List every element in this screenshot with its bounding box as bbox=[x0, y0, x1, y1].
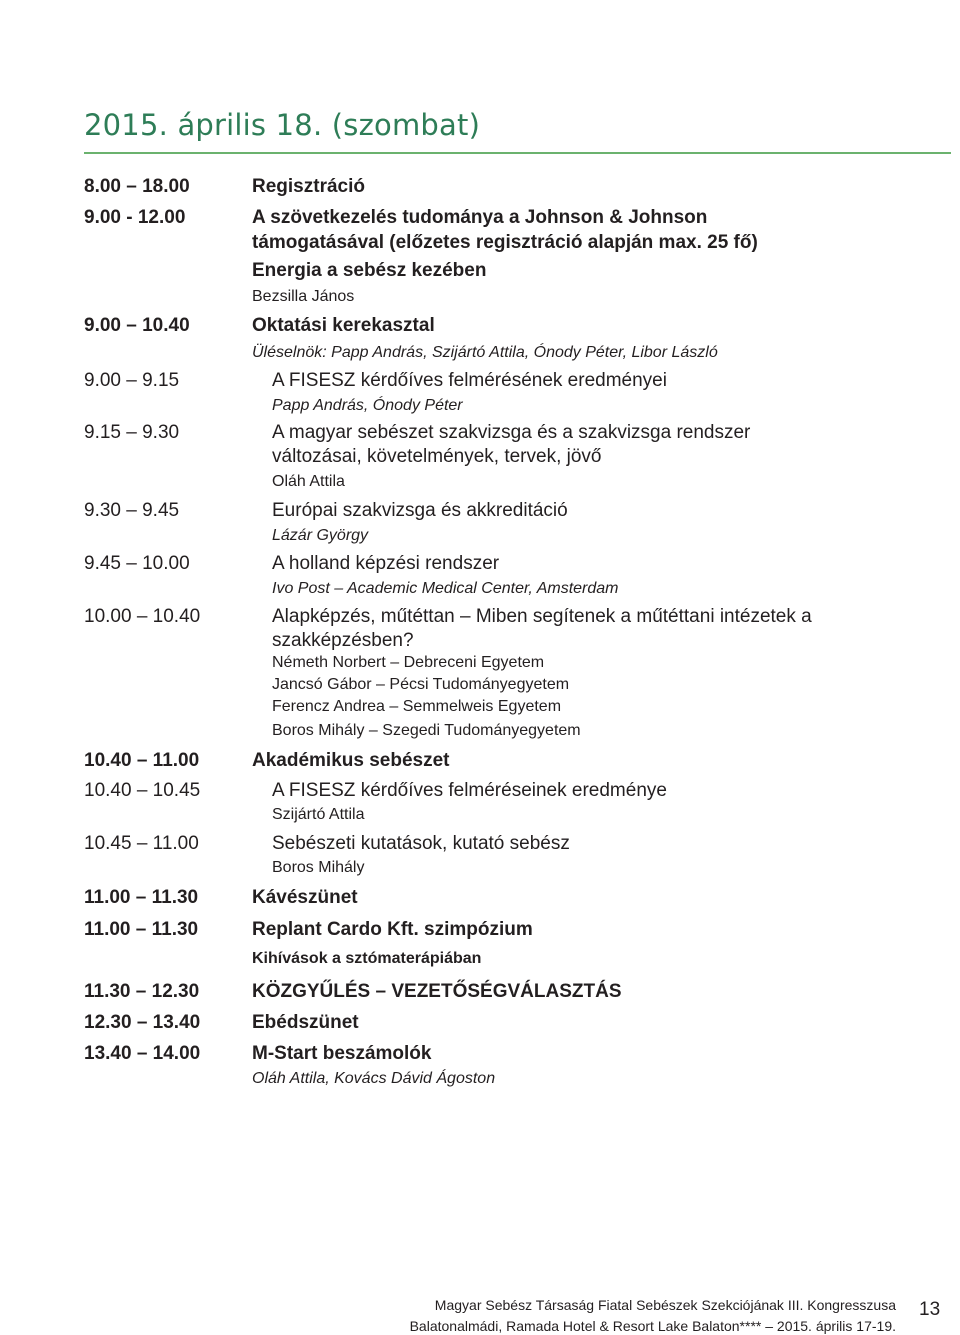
title-johnson-session-line2: támogatásával (előzetes regisztráció alapján max. 25 fő) bbox=[252, 232, 758, 253]
speaker-basic-training-2: Jancsó Gábor – Pécsi Tudományegyetem bbox=[272, 676, 570, 693]
page-title: 2015. április 18. (szombat) bbox=[84, 108, 481, 142]
speaker-fisesz-results: Szijártó Attila bbox=[272, 806, 365, 823]
time-european-exam: 9.30 – 9.45 bbox=[84, 500, 180, 521]
title-mstart: M-Start beszámolók bbox=[252, 1043, 432, 1064]
time-registration: 8.00 – 18.00 bbox=[84, 176, 190, 197]
title-registration: Regisztráció bbox=[252, 176, 365, 197]
speaker-basic-training-1: Németh Norbert – Debreceni Egyetem bbox=[272, 654, 545, 671]
title-lunch: Ebédszünet bbox=[252, 1012, 359, 1033]
title-general-assembly: KÖZGYŰLÉS – VEZETŐSÉGVÁLASZTÁS bbox=[252, 981, 622, 1002]
page-number: 13 bbox=[919, 1299, 941, 1320]
time-general-assembly: 11.30 – 12.30 bbox=[84, 981, 200, 1002]
speaker-energy-talk: Bezsilla János bbox=[252, 288, 355, 305]
title-hungarian-exam-line1: A magyar sebészet szakvizsga és a szakvizsga rendszer bbox=[272, 422, 751, 443]
footer-congress: Magyar Sebész Társaság Fiatal Sebészek Szekciójának III. Kongresszusa bbox=[434, 1297, 896, 1313]
speaker-dutch-training: Ivo Post – Academic Medical Center, Amsterdam bbox=[272, 580, 619, 597]
title-roundtable: Oktatási kerekasztal bbox=[252, 315, 435, 336]
speaker-research: Boros Mihály bbox=[272, 859, 365, 876]
title-fisesz-results: A FISESZ kérdőíves felméréseinek eredménye bbox=[272, 780, 667, 801]
title-academic-surgery: Akadémikus sebészet bbox=[252, 750, 450, 771]
speaker-basic-training-3: Ferencz Andrea – Semmelweis Egyetem bbox=[272, 698, 562, 715]
speaker-mstart: Oláh Attila, Kovács Dávid Ágoston bbox=[252, 1070, 496, 1087]
title-divider bbox=[84, 152, 951, 154]
chairs-roundtable: Üléselnök: Papp András, Szijártó Attila, Ónody Péter, Libor László bbox=[252, 344, 718, 361]
title-johnson-session-line1: A szövetkezelés tudománya a Johnson & Johnson bbox=[252, 207, 708, 228]
speaker-european-exam: Lázár György bbox=[272, 527, 369, 544]
speaker-fisesz-survey: Papp András, Ónody Péter bbox=[272, 397, 463, 414]
time-roundtable: 9.00 – 10.40 bbox=[84, 315, 190, 336]
time-fisesz-survey: 9.00 – 9.15 bbox=[84, 370, 180, 391]
title-fisesz-survey: A FISESZ kérdőíves felmérésének eredményei bbox=[272, 370, 667, 391]
time-fisesz-results: 10.40 – 10.45 bbox=[84, 780, 201, 801]
title-european-exam: Európai szakvizsga és akkreditáció bbox=[272, 500, 568, 521]
title-dutch-training: A holland képzési rendszer bbox=[272, 553, 500, 574]
title-hungarian-exam-line2: változásai, követelmények, tervek, jövő bbox=[272, 446, 602, 467]
title-research: Sebészeti kutatások, kutató sebész bbox=[272, 833, 570, 854]
title-basic-training-line1: Alapképzés, műtéttan – Miben segítenek a műtéttani intézetek a bbox=[272, 606, 812, 627]
time-mstart: 13.40 – 14.00 bbox=[84, 1043, 201, 1064]
speaker-hungarian-exam: Oláh Attila bbox=[272, 473, 345, 490]
title-coffee-break: Kávészünet bbox=[252, 887, 358, 908]
footer-venue: Balatonalmádi, Ramada Hotel & Resort Lake Balaton**** – 2015. április 17-19. bbox=[409, 1318, 896, 1334]
subtitle-symposium: Kihívások a sztómaterápiában bbox=[252, 950, 482, 967]
time-hungarian-exam: 9.15 – 9.30 bbox=[84, 422, 180, 443]
time-dutch-training: 9.45 – 10.00 bbox=[84, 553, 190, 574]
time-research: 10.45 – 11.00 bbox=[84, 833, 199, 854]
title-energy-talk: Energia a sebész kezében bbox=[252, 260, 487, 281]
time-lunch: 12.30 – 13.40 bbox=[84, 1012, 201, 1033]
time-academic-surgery: 10.40 – 11.00 bbox=[84, 750, 200, 771]
title-symposium: Replant Cardo Kft. szimpózium bbox=[252, 919, 533, 940]
time-basic-training: 10.00 – 10.40 bbox=[84, 606, 201, 627]
time-symposium: 11.00 – 11.30 bbox=[84, 919, 199, 940]
title-basic-training-line2: szakképzésben? bbox=[272, 630, 414, 651]
speaker-basic-training-4: Boros Mihály – Szegedi Tudományegyetem bbox=[272, 722, 581, 739]
time-coffee-break: 11.00 – 11.30 bbox=[84, 887, 199, 908]
time-johnson-session: 9.00 - 12.00 bbox=[84, 207, 186, 228]
